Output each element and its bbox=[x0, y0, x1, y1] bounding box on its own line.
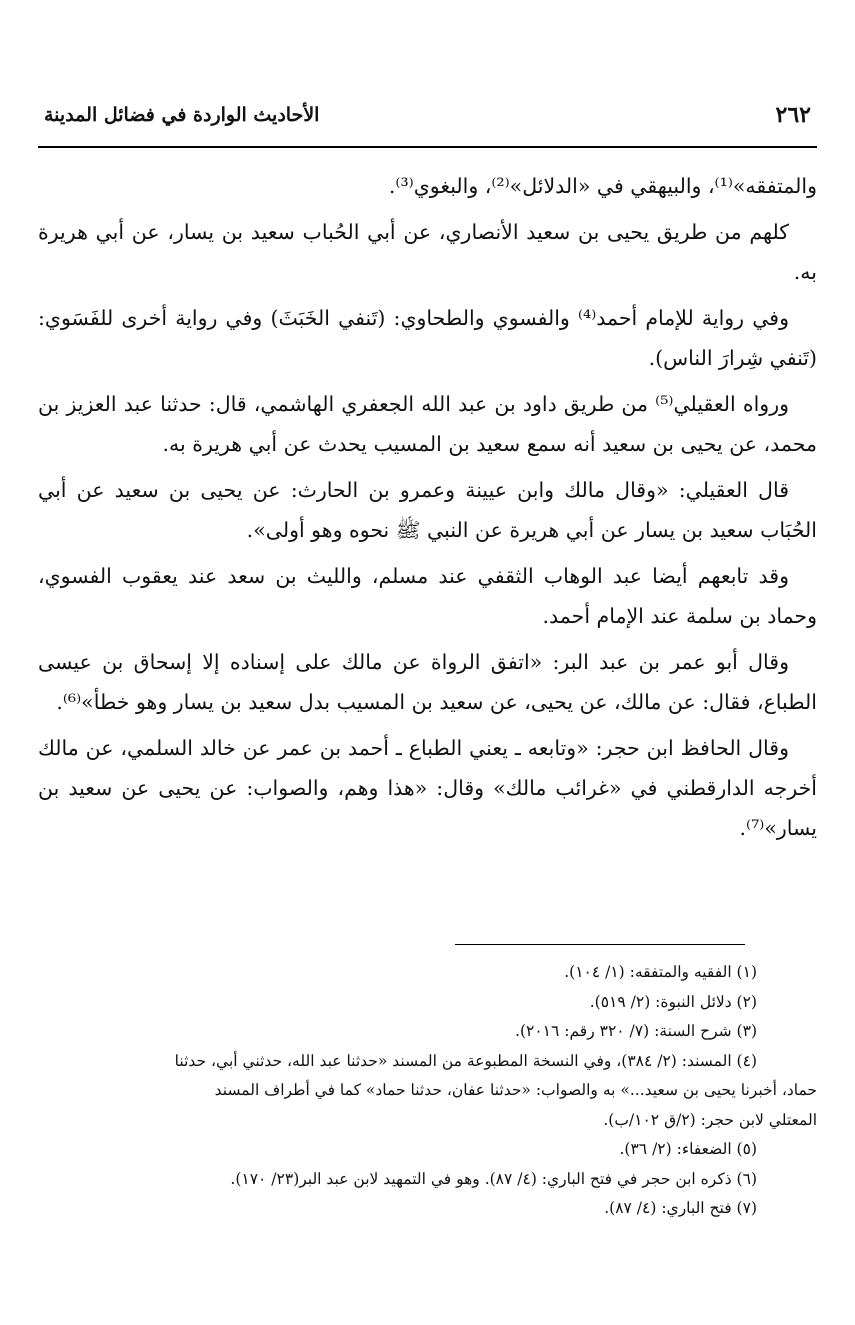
paragraph-7: وقال أبو عمر بن عبد البر: «اتفق الرواة عن مالك على إسناده إلا إسحاق بن عيسى الطباع، فقال: عن مالك، عن يحيى، عن سعيد بن المسيب بدل سعيد بن يسار وهو خطأ»⁽⁶⁾. bbox=[38, 650, 817, 714]
paragraph-5: قال العقيلي: «وقال مالك وابن عيينة وعمرو بن الحارث: عن يحيى بن سعيد عن أبي الحُبَاب سعيد بن يسار عن أبي هريرة عن النبي ﷺ نحوه وهو أولى». bbox=[38, 478, 817, 542]
footnote-rule bbox=[455, 944, 745, 945]
running-title: الأحاديث الواردة في فضائل المدينة bbox=[44, 104, 320, 126]
paragraph-2: كلهم من طريق يحيى بن سعيد الأنصاري، عن أبي الحُباب سعيد بن يسار، عن أبي هريرة به. bbox=[38, 220, 817, 284]
header-rule bbox=[38, 146, 817, 148]
paragraph-3: وفي رواية للإمام أحمد⁽⁴⁾ والفسوي والطحاوي: (تَنفي الخَبَثَ) وفي رواية أخرى للفَسَوي: (تَنفي شِرارَ الناس). bbox=[38, 306, 817, 370]
footnote-4-line-3: المعتلي لابن حجر: (٢/ق ١٠٢/ب). bbox=[603, 1110, 817, 1129]
footnote-4-line-2: حماد، أخبرنا يحيى بن سعيد...» به والصواب: «حدثنا عفان، حدثنا حماد» كما في أطراف المسند bbox=[214, 1081, 817, 1099]
footnotes bbox=[38, 958, 817, 1224]
footnote-1: (١) الفقيه والمتفقه: (١/ ١٠٤). bbox=[564, 963, 757, 981]
page-number: ٢٦٢ bbox=[775, 102, 811, 128]
footnote-5: (٥) الضعفاء: (٢/ ٣٦). bbox=[619, 1140, 757, 1158]
footnote-7: (٧) فتح الباري: (٤/ ٨٧). bbox=[604, 1199, 757, 1217]
footnote-2: (٢) دلائل النبوة: (٢/ ٥١٩). bbox=[589, 992, 757, 1011]
page-header bbox=[38, 96, 817, 136]
paragraph-6: وقد تابعهم أيضا عبد الوهاب الثقفي عند مسلم، والليث بن سعد عند يعقوب الفسوي، وحماد بن سلمة عند الإمام أحمد. bbox=[38, 564, 817, 628]
footnote-4-line-1: (٤) المسند: (٢/ ٣٨٤)، وفي النسخة المطبوعة من المسند «حدثنا عبد الله، حدثني أبي، حدثنا bbox=[174, 1051, 757, 1070]
paragraph-4: ورواه العقيلي⁽⁵⁾ من طريق داود بن عبد الله الجعفري الهاشمي، قال: حدثنا عبد العزيز بن محمد، عن يحيى بن سعيد أنه سمع سعيد بن المسيب يحدث عن أبي هريرة به. bbox=[38, 392, 817, 456]
footnote-3: (٣) شرح السنة: (٧/ ٣٢٠ رقم: ٢٠١٦). bbox=[515, 1022, 757, 1040]
paragraph-8: وقال الحافظ ابن حجر: «وتابعه ـ يعني الطباع ـ أحمد بن عمر عن خالد السلمي، عن مالك أخرجه الدارقطني في «غرائب مالك» وقال: «هذا وهم، والصواب: عن يحيى عن سعيد بن يسار»⁽⁷⁾. bbox=[38, 736, 817, 840]
main-text bbox=[38, 166, 817, 854]
paragraph-1: والمتفقه»⁽¹⁾، والبيهقي في «الدلائل»⁽²⁾، والبغوي⁽³⁾. bbox=[388, 174, 817, 198]
footnote-6: (٦) ذكره ابن حجر في فتح الباري: (٤/ ٨٧). وهو في التمهيد لابن عبد البر(٢٣/ ١٧٠). bbox=[230, 1169, 757, 1188]
